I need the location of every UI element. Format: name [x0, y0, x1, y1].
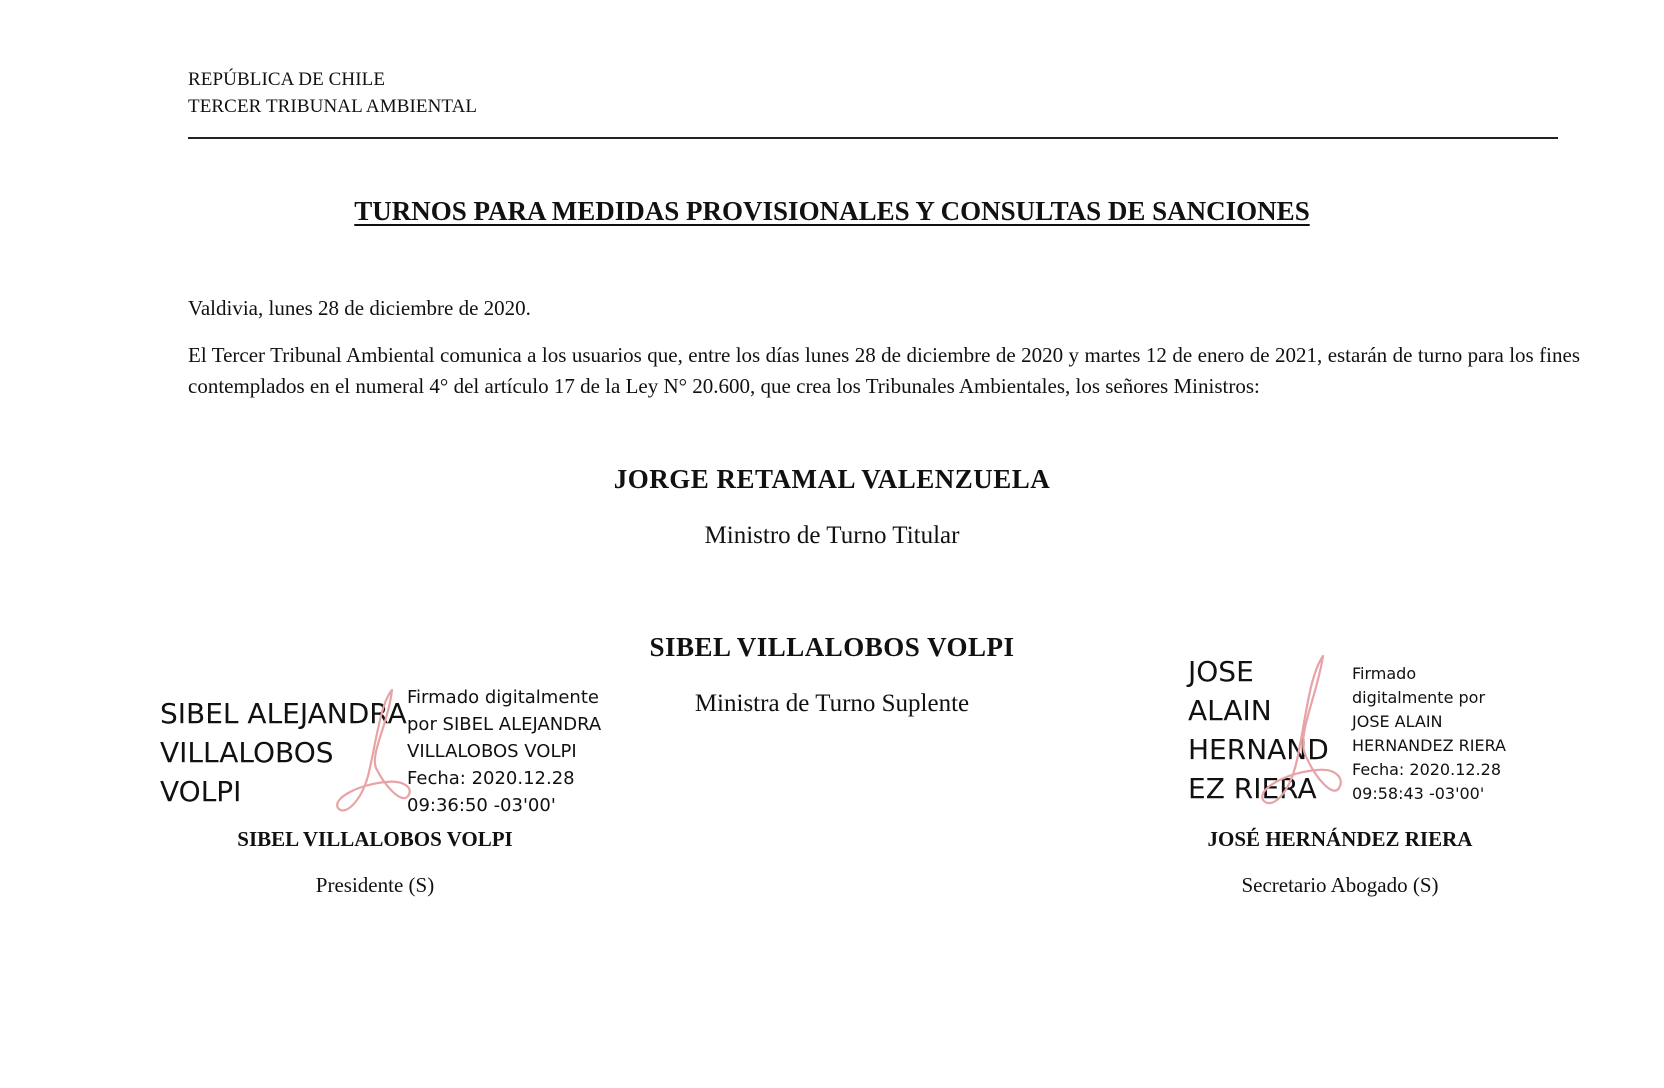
minister-suplente-name: SIBEL VILLALOBOS VOLPI: [649, 632, 1015, 662]
signature-right-meta: [1352, 662, 1506, 806]
signature-right-meta-line: JOSE ALAIN: [1352, 712, 1443, 731]
signature-right-meta-line: HERNANDEZ RIERA: [1352, 736, 1506, 755]
header-divider: [188, 137, 1558, 139]
document-title: [0, 196, 1664, 227]
document-title-text: TURNOS PARA MEDIDAS PROVISIONALES Y CONSULTAS DE SANCIONES: [354, 196, 1310, 226]
signature-right-meta-line: Fecha: 2020.12.28: [1352, 760, 1501, 779]
signature-right-printed-name: JOSÉ HERNÁNDEZ RIERA: [1207, 827, 1473, 851]
minister-titular-name: JORGE RETAMAL VALENZUELA: [613, 464, 1051, 494]
signature-right-name-line: EZ RIERA: [1188, 772, 1317, 805]
signature-left-meta: [407, 684, 601, 819]
signature-right-name-line: HERNAND: [1188, 733, 1329, 766]
signature-left-printed-name: SIBEL VILLALOBOS VOLPI: [237, 827, 513, 851]
signature-left-name-line: VILLALOBOS: [160, 736, 334, 769]
header-tribunal: TERCER TRIBUNAL AMBIENTAL: [188, 96, 478, 117]
body-paragraph: [188, 340, 1580, 402]
signature-left-name-line: SIBEL ALEJANDRA: [160, 697, 407, 730]
body-text: El Tercer Tribunal Ambiental comunica a los usuarios que, entre los días lunes 28 de diciembre de 2020 y martes 12 de enero de 2021, estarán de turno para los fines contemplados en el numeral 4° del artículo 17 de la Ley N° 20.600, que crea los Tribunales Ambientales, los señores Ministros:: [188, 343, 1580, 398]
signature-left-meta-line: Fecha: 2020.12.28: [407, 768, 575, 789]
signature-right-meta-line: 09:58:43 -03'00': [1352, 784, 1485, 803]
signature-right-role: Secretario Abogado (S): [1241, 873, 1439, 897]
minister-suplente-role: Ministra de Turno Suplente: [694, 690, 970, 717]
minister-titular-role: Ministro de Turno Titular: [704, 522, 960, 549]
signature-right-meta-line: digitalmente por: [1352, 688, 1486, 707]
signature-left-meta-line: 09:36:50 -03'00': [407, 795, 556, 816]
signature-left-role: Presidente (S): [315, 873, 435, 897]
date-line: Valdivia, lunes 28 de diciembre de 2020.: [188, 296, 531, 320]
signature-left-meta-line: VILLALOBOS VOLPI: [407, 741, 577, 762]
signature-left-name-line: VOLPI: [160, 775, 242, 808]
signature-right-name-line: ALAIN: [1188, 694, 1272, 727]
header-country: REPÚBLICA DE CHILE: [188, 69, 386, 90]
signature-right-meta-line: Firmado: [1352, 664, 1417, 683]
signature-left-meta-line: Firmado digitalmente: [407, 687, 599, 708]
signature-left-name: [160, 694, 407, 811]
signature-left-meta-line: por SIBEL ALEJANDRA: [407, 714, 602, 735]
signature-right-name-line: JOSE: [1188, 655, 1254, 688]
document-header: [188, 66, 477, 120]
signature-right-name: [1188, 652, 1329, 808]
